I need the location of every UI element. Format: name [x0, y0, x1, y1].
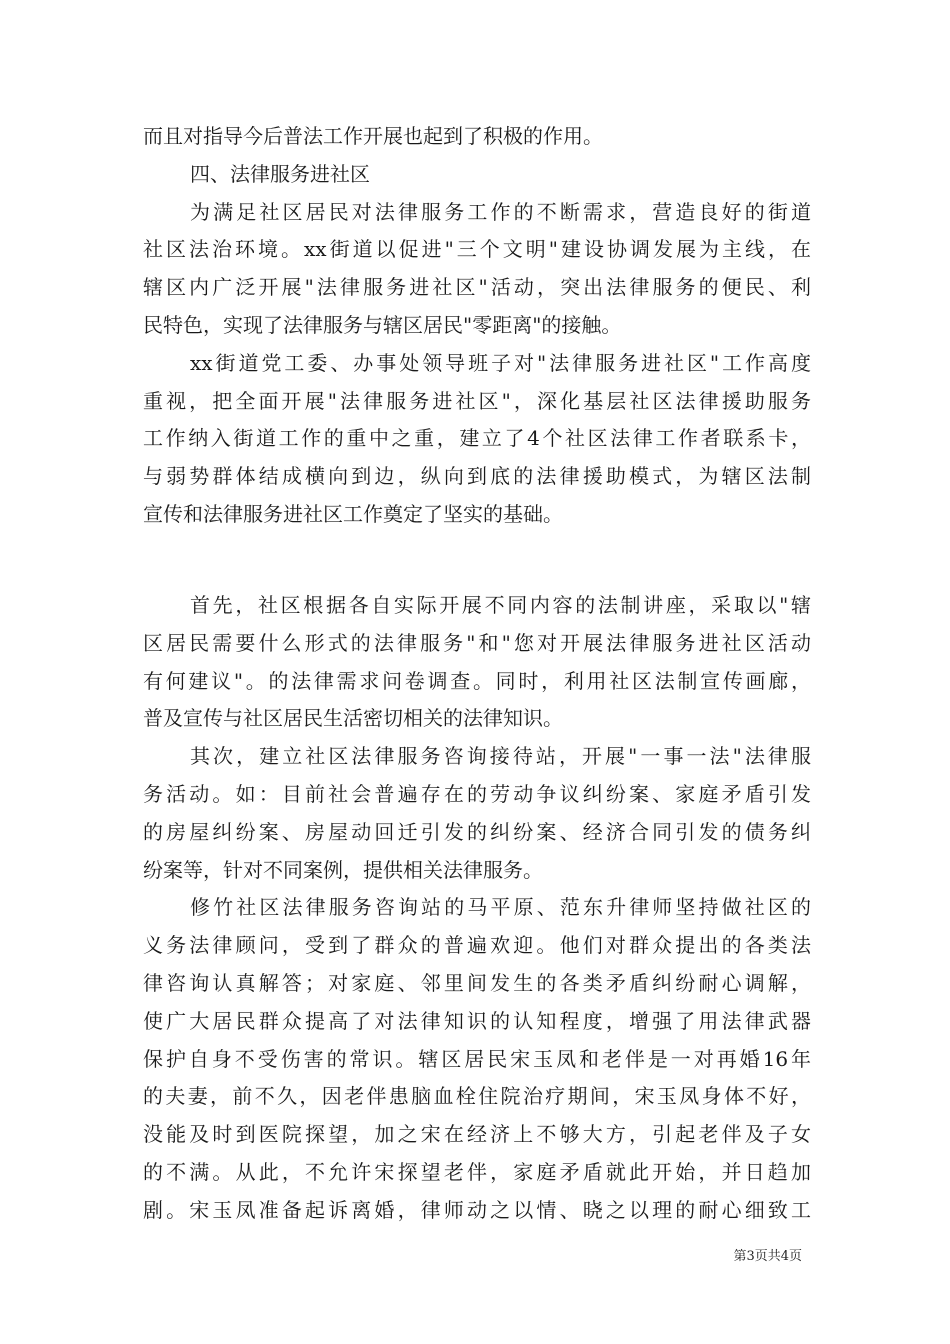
text-line: 工作纳入街道工作的重中之重，建立了4个社区法律工作者联系卡， [143, 426, 811, 451]
text-line: 民特色，实现了法律服务与辖区居民"零距离"的接触。 [143, 312, 622, 337]
text-line: 使广大居民群众提高了对法律知识的认知程度，增强了用法律武器 [143, 1008, 811, 1033]
text-line: 宣传和法律服务进社区工作奠定了坚实的基础。 [143, 501, 563, 526]
text-line: 的夫妻，前不久，因老伴患脑血栓住院治疗期间，宋玉凤身体不好， [143, 1084, 811, 1109]
text-line: 辖区内广泛开展"法律服务进社区"活动，突出法律服务的便民、利 [143, 275, 811, 300]
text-line: 社区法治环境。xx街道以促进"三个文明"建设协调发展为主线，在 [143, 237, 811, 262]
text-block-2 [143, 587, 811, 1230]
text-line: 有何建议"。的法律需求问卷调查。同时，利用社区法制宣传画廊， [143, 668, 811, 693]
text-line: 重视，把全面开展"法律服务进社区"，深化基层社区法律援助服务 [143, 388, 811, 413]
page-number: 第3页共4页 [733, 1249, 802, 1264]
text-line: 剧。宋玉凤准备起诉离婚，律师动之以情、晓之以理的耐心细致工 [143, 1197, 811, 1222]
text-line: 的不满。从此，不允许宋探望老伴，家庭矛盾就此开始，并日趋加 [143, 1159, 811, 1184]
text-line: 义务法律顾问，受到了群众的普遍欢迎。他们对群众提出的各类法 [143, 933, 811, 958]
section-heading: 四、法律服务进社区 [190, 161, 370, 186]
text-block-1 [143, 118, 811, 534]
text-line: 的房屋纠纷案、房屋动回迁引发的纠纷案、经济合同引发的债务纠 [143, 819, 811, 844]
text-line: 首先，社区根据各自实际开展不同内容的法制讲座，采取以"辖 [190, 593, 811, 617]
text-line: 为满足社区居民对法律服务工作的不断需求，营造良好的街道 [190, 199, 811, 224]
text-line: 普及宣传与社区居民生活密切相关的法律知识。 [143, 706, 563, 731]
text-line: 没能及时到医院探望，加之宋在经济上不够大方，引起老伴及子女 [143, 1122, 811, 1147]
text-line: 务活动。如：目前社会普遍存在的劳动争议纠纷案、家庭矛盾引发 [143, 781, 811, 806]
text-line: 保护自身不受伤害的常识。辖区居民宋玉凤和老伴是一对再婚16年 [143, 1046, 811, 1071]
text-line: 其次，建立社区法律服务咨询接待站，开展"一事一法"法律服 [190, 744, 811, 769]
text-line: 与弱势群体结成横向到边，纵向到底的法律援助模式，为辖区法制 [143, 464, 811, 489]
text-line: 区居民需要什么形式的法律服务"和"您对开展法律服务进社区活动 [143, 630, 811, 655]
text-line: 纷案等，针对不同案例，提供相关法律服务。 [143, 857, 543, 882]
text-line: 修竹社区法律服务咨询站的马平原、范东升律师坚持做社区的 [190, 895, 811, 920]
text-line: 律咨询认真解答；对家庭、邻里间发生的各类矛盾纠纷耐心调解， [143, 970, 811, 995]
text-line: xx街道党工委、办事处领导班子对"法律服务进社区"工作高度 [190, 350, 811, 375]
text-line: 而且对指导今后普法工作开展也起到了积极的作用。 [143, 124, 603, 148]
